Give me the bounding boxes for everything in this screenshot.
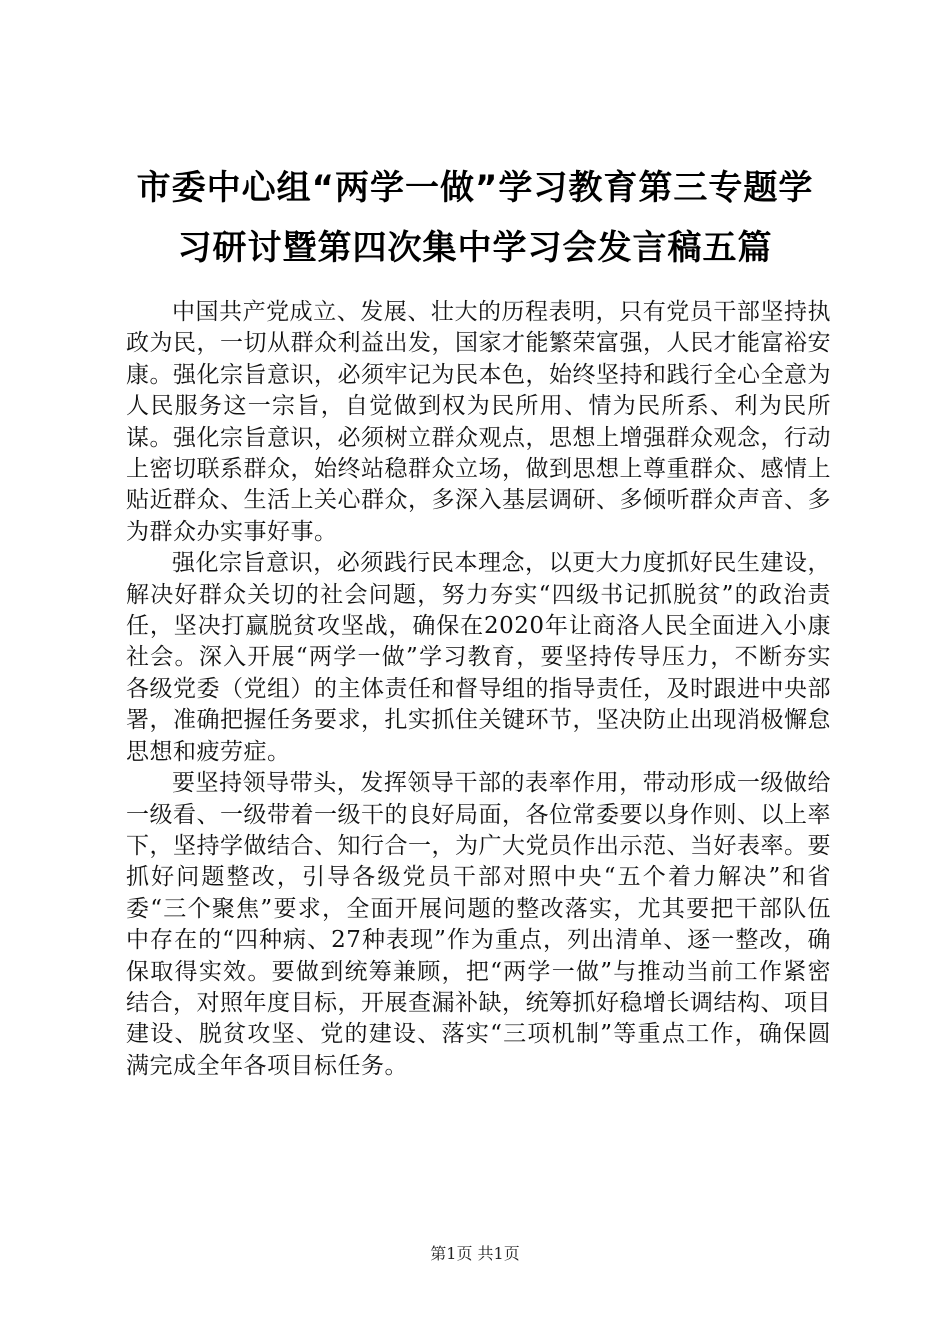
document-title [100, 158, 850, 278]
page-footer: 第1页 共1页 [430, 1244, 520, 1263]
title-line-2: 习研讨暨第四次集中学习会发言稿五篇 [177, 228, 773, 268]
document-body [126, 297, 831, 1082]
paragraph-3: 要坚持领导带头，发挥领导干部的表率作用，带动形成一级做给一级看、一级带着一级干的良好局面，各位常委要以身作则、以上率下，坚持学做结合、知行合一，为广大党员作出示范、当好表率。要抓好问题整改，引导各级党员干部对照中央“五个着力解决”和省委“三个聚焦”要求，全面开展问题的整改落实，尤其要把干部队伍中存在的“四种病、27种表现”作为重点，列出清单、逐一整改，确保取得实效。要做到统筹兼顾，把“两学一做”与推动当前工作紧密结合，对照年度目标，开展查漏补缺，统筹抓好稳增长调结构、项目建设、脱贫攻坚、党的建设、落实“三项机制”等重点工作，确保圆满完成全年各项目标任务。 [126, 770, 831, 1079]
title-line-1: 市委中心组“两学一做”学习教育第三专题学 [136, 168, 814, 208]
paragraph-1: 中国共产党成立、发展、壮大的历程表明，只有党员干部坚持执政为民，一切从群众利益出发，国家才能繁荣富强，人民才能富裕安康。强化宗旨意识，必须牢记为民本色，始终坚持和践行全心全意为人民服务这一宗旨，自觉做到权为民所用、情为民所系、利为民所谋。强化宗旨意识，必须树立群众观点，思想上增强群众观念，行动上密切联系群众，始终站稳群众立场，做到思想上尊重群众、感情上贴近群众、生活上关心群众，多深入基层调研、多倾听群众声音、多为群众办实事好事。 [126, 299, 831, 545]
paragraph-2: 强化宗旨意识，必须践行民本理念，以更大力度抓好民生建设，解决好群众关切的社会问题，努力夯实“四级书记抓脱贫”的政治责任，坚决打赢脱贫攻坚战，确保在2020年让商洛人民全面进入小康社会。深入开展“两学一做”学习教育，要坚持传导压力，不断夯实各级党委（党组）的主体责任和督导组的指导责任，及时跟进中央部署，准确把握任务要求，扎实抓住关键环节，坚决防止出现消极懈怠思想和疲劳症。 [126, 550, 831, 765]
